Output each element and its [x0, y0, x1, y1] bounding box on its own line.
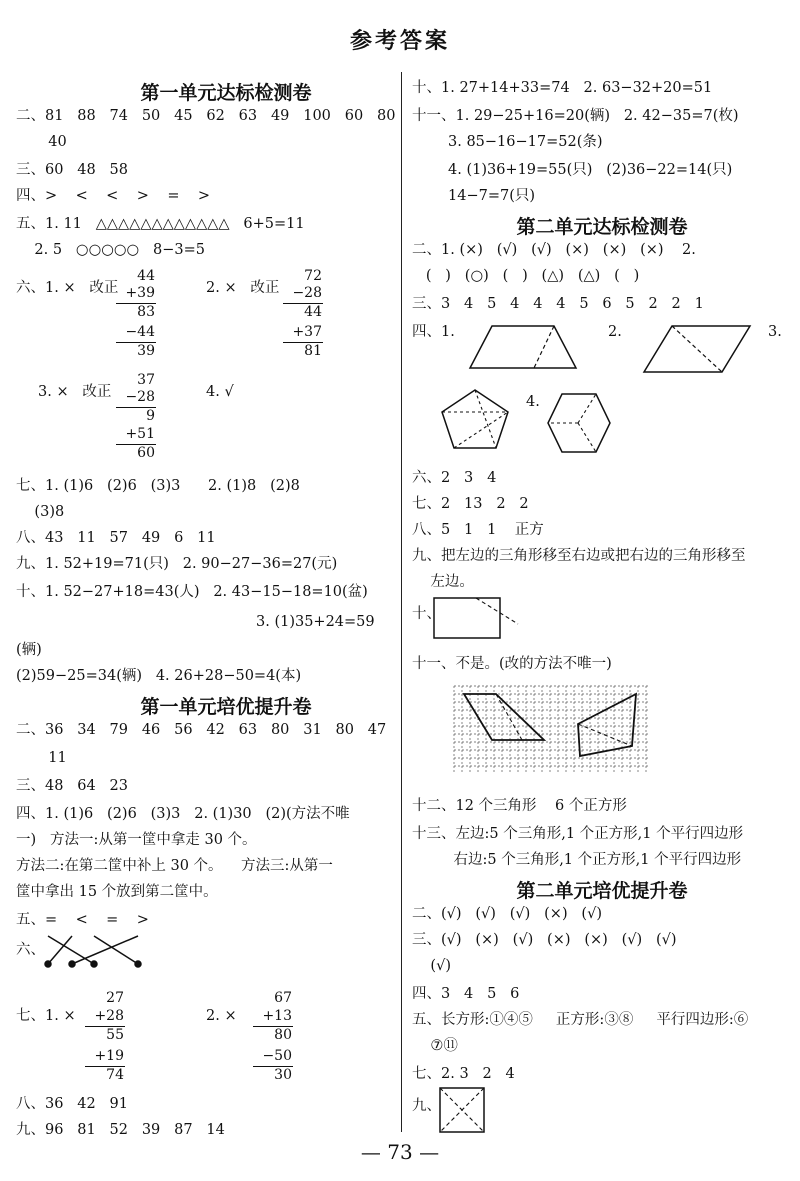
answer-line: 九、 [412, 1098, 441, 1114]
answer-line: (辆) [16, 642, 42, 658]
answer-line: 七、1. × [16, 1008, 76, 1024]
answer-line: 九、把左边的三角形移至右边或把右边的三角形移至 [412, 548, 746, 564]
answer-line: 二、36 34 79 46 56 42 63 80 31 80 47 [16, 722, 387, 738]
column-divider [401, 72, 402, 1132]
answer-line: 2. × 改正 [206, 280, 280, 296]
square-diagonals-figure [438, 1086, 486, 1134]
page-title: 参考答案 [349, 28, 450, 54]
trapezoid-figure [468, 324, 578, 370]
parallelogram-figure [642, 324, 752, 374]
answer-line: 八、5 1 1 正方 [412, 522, 544, 538]
answer-line: 十二、12 个三角形 6 个正方形 [412, 798, 627, 814]
answer-line: 七、2. 3 2 4 [412, 1066, 515, 1082]
answer-line: (√) [412, 958, 451, 974]
section-heading-unit1-test: 第一单元达标检测卷 [140, 82, 312, 104]
answer-line: 十一、1. 29−25+16=20(辆) 2. 42−35=7(枚) [412, 108, 739, 124]
answer-line: 七、2 13 2 2 [412, 496, 529, 512]
answer-line: 十、 [412, 606, 441, 622]
answer-line: 一) 方法一:从第一筐中拿走 30 个。 [16, 832, 257, 848]
vertical-calc-number: +51 [125, 426, 155, 442]
vertical-calc-number: 67 [274, 990, 292, 1006]
answer-line: 二、1. (×) (√) (√) (×) (×) (×) 2. [412, 242, 696, 258]
answer-line: 2. [608, 324, 622, 340]
answer-line: 2. 5 ○○○○○ 8−3=5 [16, 242, 205, 258]
vertical-calc-number: +28 [94, 1008, 124, 1024]
page-number: — 73 — [360, 1140, 440, 1164]
vertical-calc-number: 37 [137, 372, 155, 388]
vertical-calc-number: +39 [125, 285, 155, 301]
answer-line: 2. × [206, 1008, 237, 1024]
vertical-calc-number: 39 [137, 343, 155, 359]
matching-lines-diagram [44, 930, 144, 970]
answer-line: 四、> < < > = > [16, 188, 211, 204]
section-heading-unit2-advanced: 第二单元培优提升卷 [516, 880, 688, 902]
answer-line: 40 [16, 134, 67, 150]
answer-line: 方法二:在第二筐中补上 30 个。 方法三:从第一 [16, 858, 333, 874]
answer-line: 五、= < = > [16, 912, 149, 928]
answer-line: ( ) (○) ( ) (△) (△) ( ) [412, 268, 640, 284]
vertical-calc-number: +19 [94, 1048, 124, 1064]
answer-line: 右边:5 个三角形,1 个正方形,1 个平行四边形 [412, 852, 742, 868]
vertical-calc-number: 60 [137, 445, 155, 461]
vertical-calc-number: 9 [146, 408, 155, 424]
answer-line: 九、96 81 52 39 87 14 [16, 1122, 225, 1138]
answer-line: 十一、不是。(改的方法不唯一) [412, 656, 612, 672]
answer-line: 4. [526, 394, 540, 410]
vertical-calc-number: −44 [125, 324, 155, 340]
vertical-calc-number: 44 [137, 268, 155, 284]
answer-line: 3. × 改正 [38, 384, 112, 400]
answer-line: 4. (1)36+19=55(只) (2)36−22=14(只) [448, 162, 733, 178]
answer-line: 十三、左边:5 个三角形,1 个正方形,1 个平行四边形 [412, 826, 744, 842]
vertical-calc-number: 81 [304, 343, 322, 359]
answer-line: 三、3 4 5 4 4 4 5 6 5 2 2 1 [412, 296, 704, 312]
answer-line: 九、1. 52+19=71(只) 2. 90−27−36=27(元) [16, 556, 338, 572]
vertical-calc-number: −50 [262, 1048, 292, 1064]
answer-line: 三、60 48 58 [16, 162, 129, 178]
answer-line: 4. √ [206, 384, 234, 400]
answer-line: 3. [768, 324, 782, 340]
answer-line: (2)59−25=34(辆) 4. 26+28−50=4(本) [16, 668, 302, 684]
answer-line: 3. (1)35+24=59 [256, 614, 375, 630]
answer-line: 七、1. (1)6 (2)6 (3)3 2. (1)8 (2)8 [16, 478, 300, 494]
vertical-calc-number: +37 [292, 324, 322, 340]
answer-line: 四、1. (1)6 (2)6 (3)3 2. (1)30 (2)(方法不唯 [16, 806, 350, 822]
answer-line: (3)8 [16, 504, 65, 520]
answer-line: 四、1. [412, 324, 455, 340]
answer-line: 14−7=7(只) [448, 188, 536, 204]
answer-line: 二、81 88 74 50 45 62 63 49 100 60 80 [16, 108, 396, 124]
answer-line: 筐中拿出 15 个放到第二筐中。 [16, 884, 218, 900]
vertical-calc-number: 72 [304, 268, 322, 284]
answer-line: 六、2 3 4 [412, 470, 497, 486]
dotted-grid-figure [452, 684, 652, 774]
vertical-calc-number: −28 [292, 285, 322, 301]
hexagon-figure [546, 392, 612, 454]
answer-line: 八、36 42 91 [16, 1096, 129, 1112]
vertical-calc-number: −28 [125, 389, 155, 405]
answer-line: 三、(√) (×) (√) (×) (×) (√) (√) [412, 932, 677, 948]
vertical-calc-number: 55 [106, 1027, 124, 1043]
rectangle-cut-figure [432, 594, 522, 642]
answer-line: 五、1. 11 △△△△△△△△△△△△ 6+5=11 [16, 216, 305, 232]
answer-line: 十、1. 27+14+33=74 2. 63−32+20=51 [412, 80, 713, 96]
vertical-calc-number: 27 [106, 990, 124, 1006]
answer-line: 11 [16, 750, 67, 766]
vertical-calc-number: 83 [137, 304, 155, 320]
vertical-calc-number: +13 [262, 1008, 292, 1024]
vertical-calc-number: 74 [106, 1067, 124, 1083]
answer-line: ⑦⑪ [412, 1038, 458, 1054]
answer-line: 左边。 [412, 574, 474, 590]
vertical-calc-number: 44 [304, 304, 322, 320]
pentagon-figure [440, 388, 510, 450]
section-heading-unit1-advanced: 第一单元培优提升卷 [140, 696, 312, 718]
vertical-calc-number: 30 [274, 1067, 292, 1083]
answer-line: 四、3 4 5 6 [412, 986, 520, 1002]
answer-line: 3. 85−16−17=52(条) [448, 134, 603, 150]
answer-line: 六、1. × 改正 [16, 280, 119, 296]
vertical-calc-number: 80 [274, 1027, 292, 1043]
answer-line: 十、1. 52−27+18=43(人) 2. 43−15−18=10(盆) [16, 584, 368, 600]
answer-line: 六、 [16, 942, 45, 958]
section-heading-unit2-test: 第二单元达标检测卷 [516, 216, 688, 238]
answer-line: 三、48 64 23 [16, 778, 129, 794]
answer-line: 八、43 11 57 49 6 11 [16, 530, 216, 546]
answer-line: 二、(√) (√) (√) (×) (√) [412, 906, 602, 922]
answer-line: 五、长方形:①④⑤ 正方形:③⑧ 平行四边形:⑥ [412, 1012, 749, 1028]
